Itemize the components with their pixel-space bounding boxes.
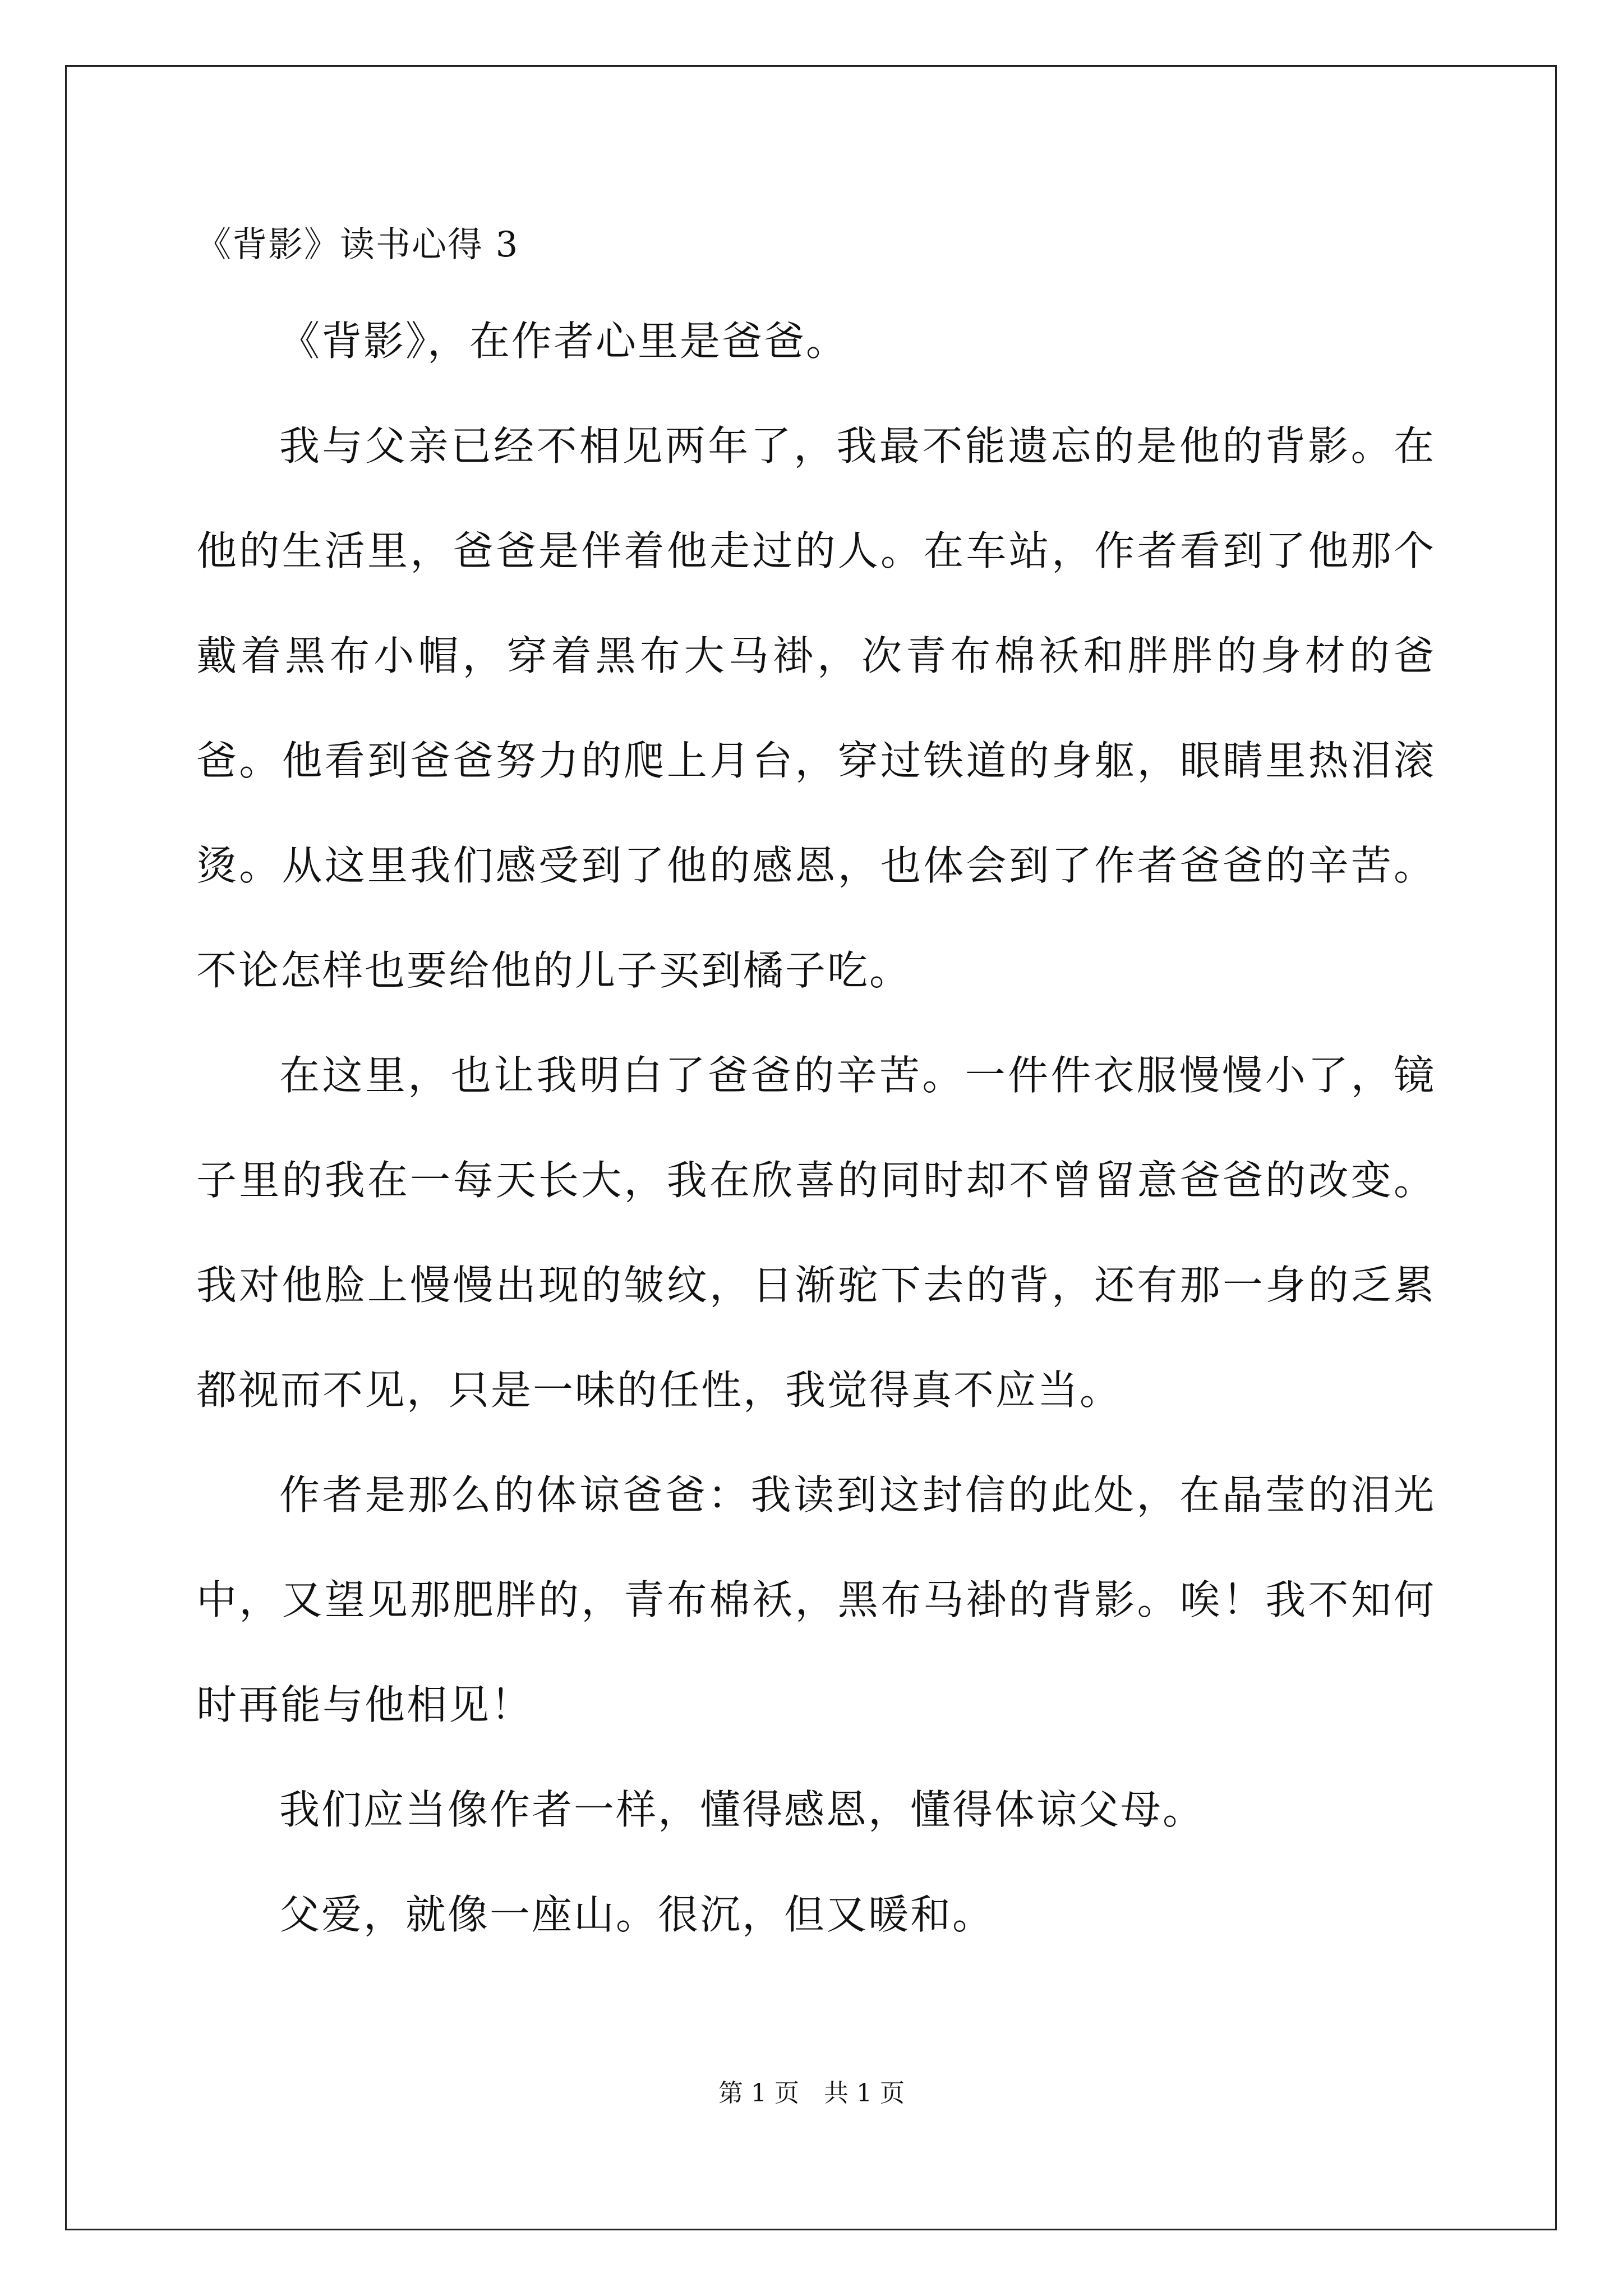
paragraph: 在这里，也让我明白了爸爸的辛苦。一件件衣服慢慢小了，镜子里的我在一每天长大，我在欣喜的同时却不曾留意爸爸的改变。我对他脸上慢慢出现的皱纹，日渐驼下去的背，还有那一身的乏累都视而不见，只是一味的任性，我觉得真不应当。 <box>196 1052 1436 1414</box>
paragraph: 我与父亲已经不相见两年了，我最不能遗忘的是他的背影。在他的生活里，爸爸是伴着他走过的人。在车站，作者看到了他那个戴着黑布小帽，穿着黑布大马褂，次青布棉袄和胖胖的身材的爸爸。他看到爸爸努力的爬上月台，穿过铁道的身躯，眼睛里热泪滚烫。从这里我们感受到了他的感恩，也体会到了作者爸爸的辛苦。不论怎样也要给他的儿子买到橘子吃。 <box>196 422 1436 994</box>
paragraph: 《背影》，在作者心里是爸爸。 <box>279 318 849 365</box>
page-number: 第 1 页 <box>718 2079 799 2108</box>
page-total: 共 1 页 <box>824 2079 905 2108</box>
page-footer <box>0 2081 1623 2106</box>
document-title: 《背影》读书心得 3 <box>196 224 519 265</box>
document-body <box>196 289 1436 1967</box>
paragraph: 我们应当像作者一样，懂得感恩，懂得体谅父母。 <box>279 1786 1205 1833</box>
paragraph: 父爱，就像一座山。很沉，但又暖和。 <box>279 1891 995 1938</box>
paragraph: 作者是那么的体谅爸爸：我读到这封信的此处，在晶莹的泪光中，又望见那肥胖的，青布棉袄，黑布马褂的背影。唉！我不知何时再能与他相见！ <box>196 1471 1436 1728</box>
